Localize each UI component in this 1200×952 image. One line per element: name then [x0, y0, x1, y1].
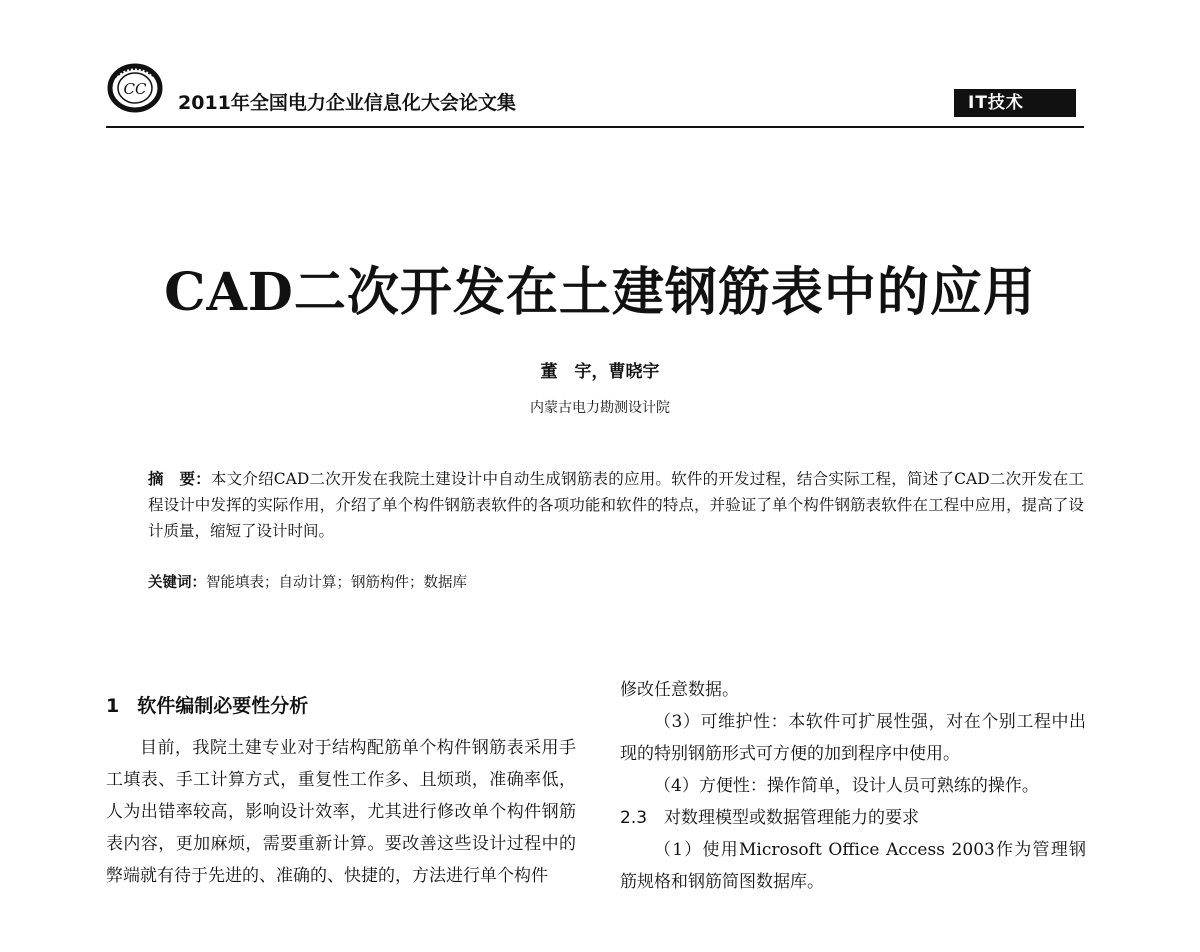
- section-title: 软件编制必要性分析: [137, 695, 309, 717]
- authors: 董 宇，曹晓宇: [540, 362, 660, 382]
- journal-title: 2011年全国电力企业信息化大会论文集: [178, 92, 516, 114]
- affiliation: 内蒙古电力勘测设计院: [530, 400, 670, 416]
- right-column: [620, 674, 1086, 898]
- continuation-text: 修改任意数据。: [620, 680, 739, 700]
- keywords: [148, 570, 1084, 596]
- left-column: [106, 690, 576, 892]
- list-item-database: （1）使用Microsoft Office Access 2003作为管理钢筋规格和钢筋简图数据库。: [620, 840, 1086, 892]
- keywords-text: 智能填表；自动计算；钢筋构件；数据库: [206, 575, 467, 591]
- subsection-heading: 2.3 对数理模型或数据管理能力的要求: [620, 808, 920, 828]
- logo-letters: CC: [123, 80, 147, 98]
- section-number: 1: [106, 695, 120, 717]
- section-heading: [106, 690, 576, 722]
- paper-title: CAD二次开发在土建钢筋表中的应用: [164, 262, 1036, 323]
- section-tag: IT技术: [954, 89, 1082, 117]
- abstract: [148, 466, 1084, 544]
- header-rule: [106, 126, 1084, 128]
- journal-logo: [106, 62, 164, 114]
- list-item-maintainability: （3）可维护性：本软件可扩展性强，对在个别工程中出现的特别钢筋形式可方便的加到程序中使用。: [620, 712, 1086, 764]
- list-item-convenience: （4）方便性：操作简单，设计人员可熟练的操作。: [654, 776, 1039, 796]
- abstract-text: 本文介绍CAD二次开发在我院土建设计中自动生成钢筋表的应用。软件的开发过程，结合实际工程，简述了CAD二次开发在工程设计中发挥的实际作用，介绍了单个构件钢筋表软件的各项功能和软件的特点，并验证了单个构件钢筋表软件在工程中应用，提高了设计质量，缩短了设计时间。: [148, 470, 1084, 540]
- keywords-label: 关键词：: [148, 575, 206, 591]
- abstract-label: 摘 要：: [148, 470, 211, 488]
- body-paragraph: 目前，我院土建专业对于结构配筋单个构件钢筋表采用手工填表、手工计算方式，重复性工作多、且烦琐，准确率低，人为出错率较高，影响设计效率，尤其进行修改单个构件钢筋表内容，更加麻烦，需要重新计算。要改善这些设计过程中的弊端就有待于先进的、准确的、快捷的，方法进行单个构件: [106, 738, 576, 886]
